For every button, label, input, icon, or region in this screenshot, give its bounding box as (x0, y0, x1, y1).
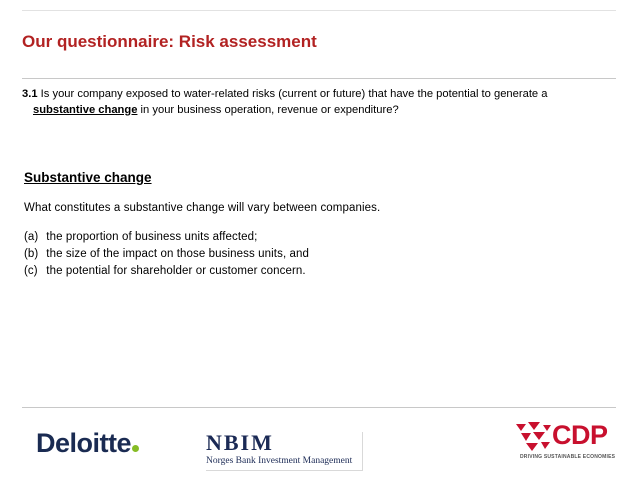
question-text-part2: in your business operation, revenue or expenditure? (137, 103, 399, 116)
slide-title: Our questionnaire: Risk assessment (22, 32, 317, 51)
list-item-label: (c) (24, 265, 38, 277)
top-divider (22, 10, 616, 11)
cdp-tagline: DRIVING SUSTAINABLE ECONOMIES (520, 454, 616, 460)
criteria-list (24, 229, 309, 280)
list-item (24, 229, 309, 246)
cdp-wordmark: CDP (552, 420, 608, 450)
list-item-label: (b) (24, 248, 39, 260)
title-divider (22, 78, 616, 79)
question-text-part1: Is your company exposed to water-related risks (current or future) that have the potential to generate a (37, 88, 548, 100)
question-highlight: substantive change (33, 103, 138, 116)
deloitte-logo (36, 428, 139, 459)
list-item-label: (a) (24, 231, 39, 243)
list-item (24, 263, 309, 280)
nbim-wordmark: NBIM (206, 430, 274, 455)
nbim-subtitle: Norges Bank Investment Management (206, 456, 353, 466)
question-number: 3.1 (22, 88, 38, 100)
cdp-logo (514, 418, 624, 470)
substantive-change-description: What constitutes a substantive change will vary between companies. (24, 202, 381, 214)
substantive-change-heading: Substantive change (24, 170, 152, 185)
list-item-text: the size of the impact on those business units, and (46, 248, 310, 260)
footer-divider (22, 407, 616, 408)
deloitte-dot-icon (132, 445, 139, 452)
list-item-text: the proportion of business units affected; (46, 231, 258, 243)
nbim-logo (206, 432, 363, 471)
question-block (22, 87, 622, 118)
deloitte-wordmark: Deloitte (36, 428, 132, 458)
cdp-mark-icon (514, 420, 554, 454)
list-item-text: the potential for shareholder or customer concern. (46, 265, 306, 277)
list-item (24, 246, 309, 263)
